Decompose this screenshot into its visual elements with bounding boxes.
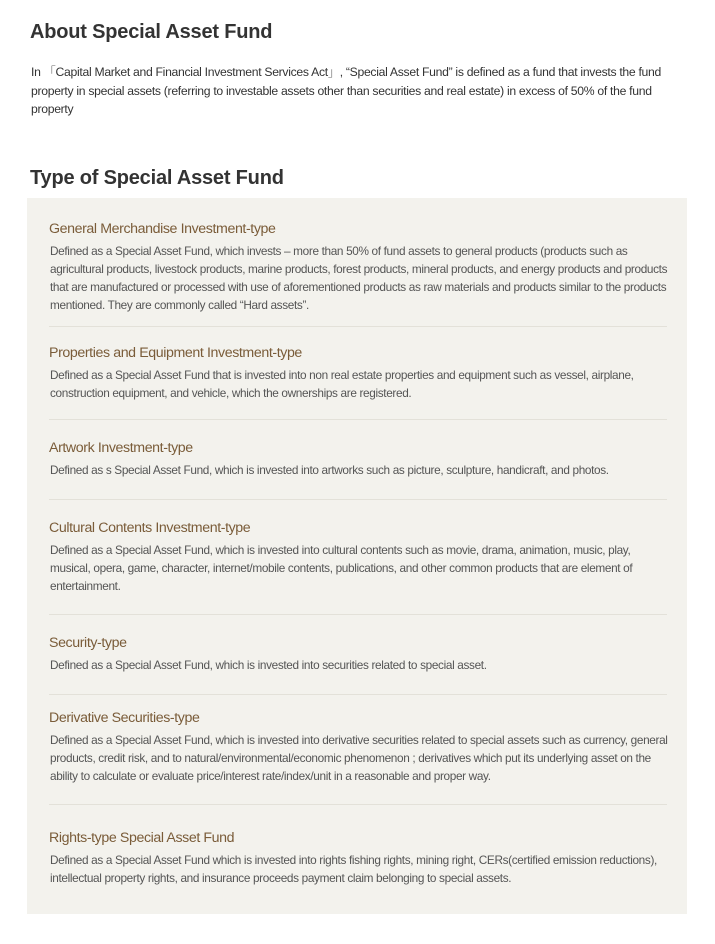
divider	[49, 614, 667, 615]
fund-type-description: Defined as a Special Asset Fund which is invested into rights fishing rights, mining right, CERs(certified emission reductions), intellectual property rights, and insurance proceeds payment claim belonging to special assets.	[50, 853, 657, 885]
fund-type-description: Defined as a Special Asset Fund, which is invested into cultural contents such as movie, drama, animation, music, play, musical, opera, game, character, internet/mobile contents, publications, and other common products that are element of entertainment.	[50, 543, 633, 593]
fund-type-title: Properties and Equipment Investment-type	[49, 345, 302, 361]
about-title: About Special Asset Fund	[30, 21, 273, 43]
fund-type-title: Cultural Contents Investment-type	[49, 520, 251, 536]
fund-type-description: Defined as a Special Asset Fund, which invests – more than 50% of fund assets to general products (products such as agricultural products, livestock products, marine products, forest products, mineral products, and energy products and products that are manufactured or processed with use of aforementioned products as raw materials and products similar to the products mentioned. They are commonly called “Hard assets”.	[50, 244, 668, 312]
fund-type-description: Defined as a Special Asset Fund that is invested into non real estate properties and equipment such as vessel, airplane, construction equipment, and vehicle, which the ownerships are registered.	[50, 368, 634, 400]
divider	[49, 694, 667, 695]
type-title: Type of Special Asset Fund	[30, 167, 284, 189]
fund-type-rights	[49, 829, 669, 887]
fund-type-title: Rights-type Special Asset Fund	[49, 830, 235, 846]
divider	[49, 804, 667, 805]
divider	[49, 419, 667, 420]
fund-type-description: Defined as a Special Asset Fund, which is invested into securities related to special asset.	[50, 658, 487, 672]
fund-type-properties-equipment	[49, 344, 669, 402]
about-description: In 「Capital Market and Financial Investment Services Act」, “Special Asset Fund” is defined as a fund that invests the fund property in special assets (referring to investable assets other than securities and real estate) in excess of 50% of the fund property	[31, 65, 661, 116]
divider	[49, 326, 667, 327]
fund-type-title: Derivative Securities-type	[49, 710, 200, 726]
fund-type-title: General Merchandise Investment-type	[49, 221, 276, 237]
divider	[49, 499, 667, 500]
fund-type-description: Defined as a Special Asset Fund, which is invested into derivative securities related to special assets such as currency, general products, credit risk, and to natural/environmental/economic phenomenon ; derivatives which put its underlying asset on the ability to calculate or evaluate price/interest rate/index/unit in a reasonable and proper way.	[50, 733, 668, 783]
fund-type-title: Security-type	[49, 635, 127, 651]
fund-type-title: Artwork Investment-type	[49, 440, 193, 456]
fund-type-artwork	[49, 439, 669, 479]
fund-type-description: Defined as s Special Asset Fund, which is invested into artworks such as picture, sculpture, handicraft, and photos.	[50, 463, 609, 477]
fund-type-derivative-securities	[49, 709, 669, 785]
fund-type-cultural-contents	[49, 519, 669, 595]
fund-type-security	[49, 634, 669, 674]
fund-types-panel	[27, 198, 687, 914]
fund-type-general-merchandise	[49, 220, 669, 314]
